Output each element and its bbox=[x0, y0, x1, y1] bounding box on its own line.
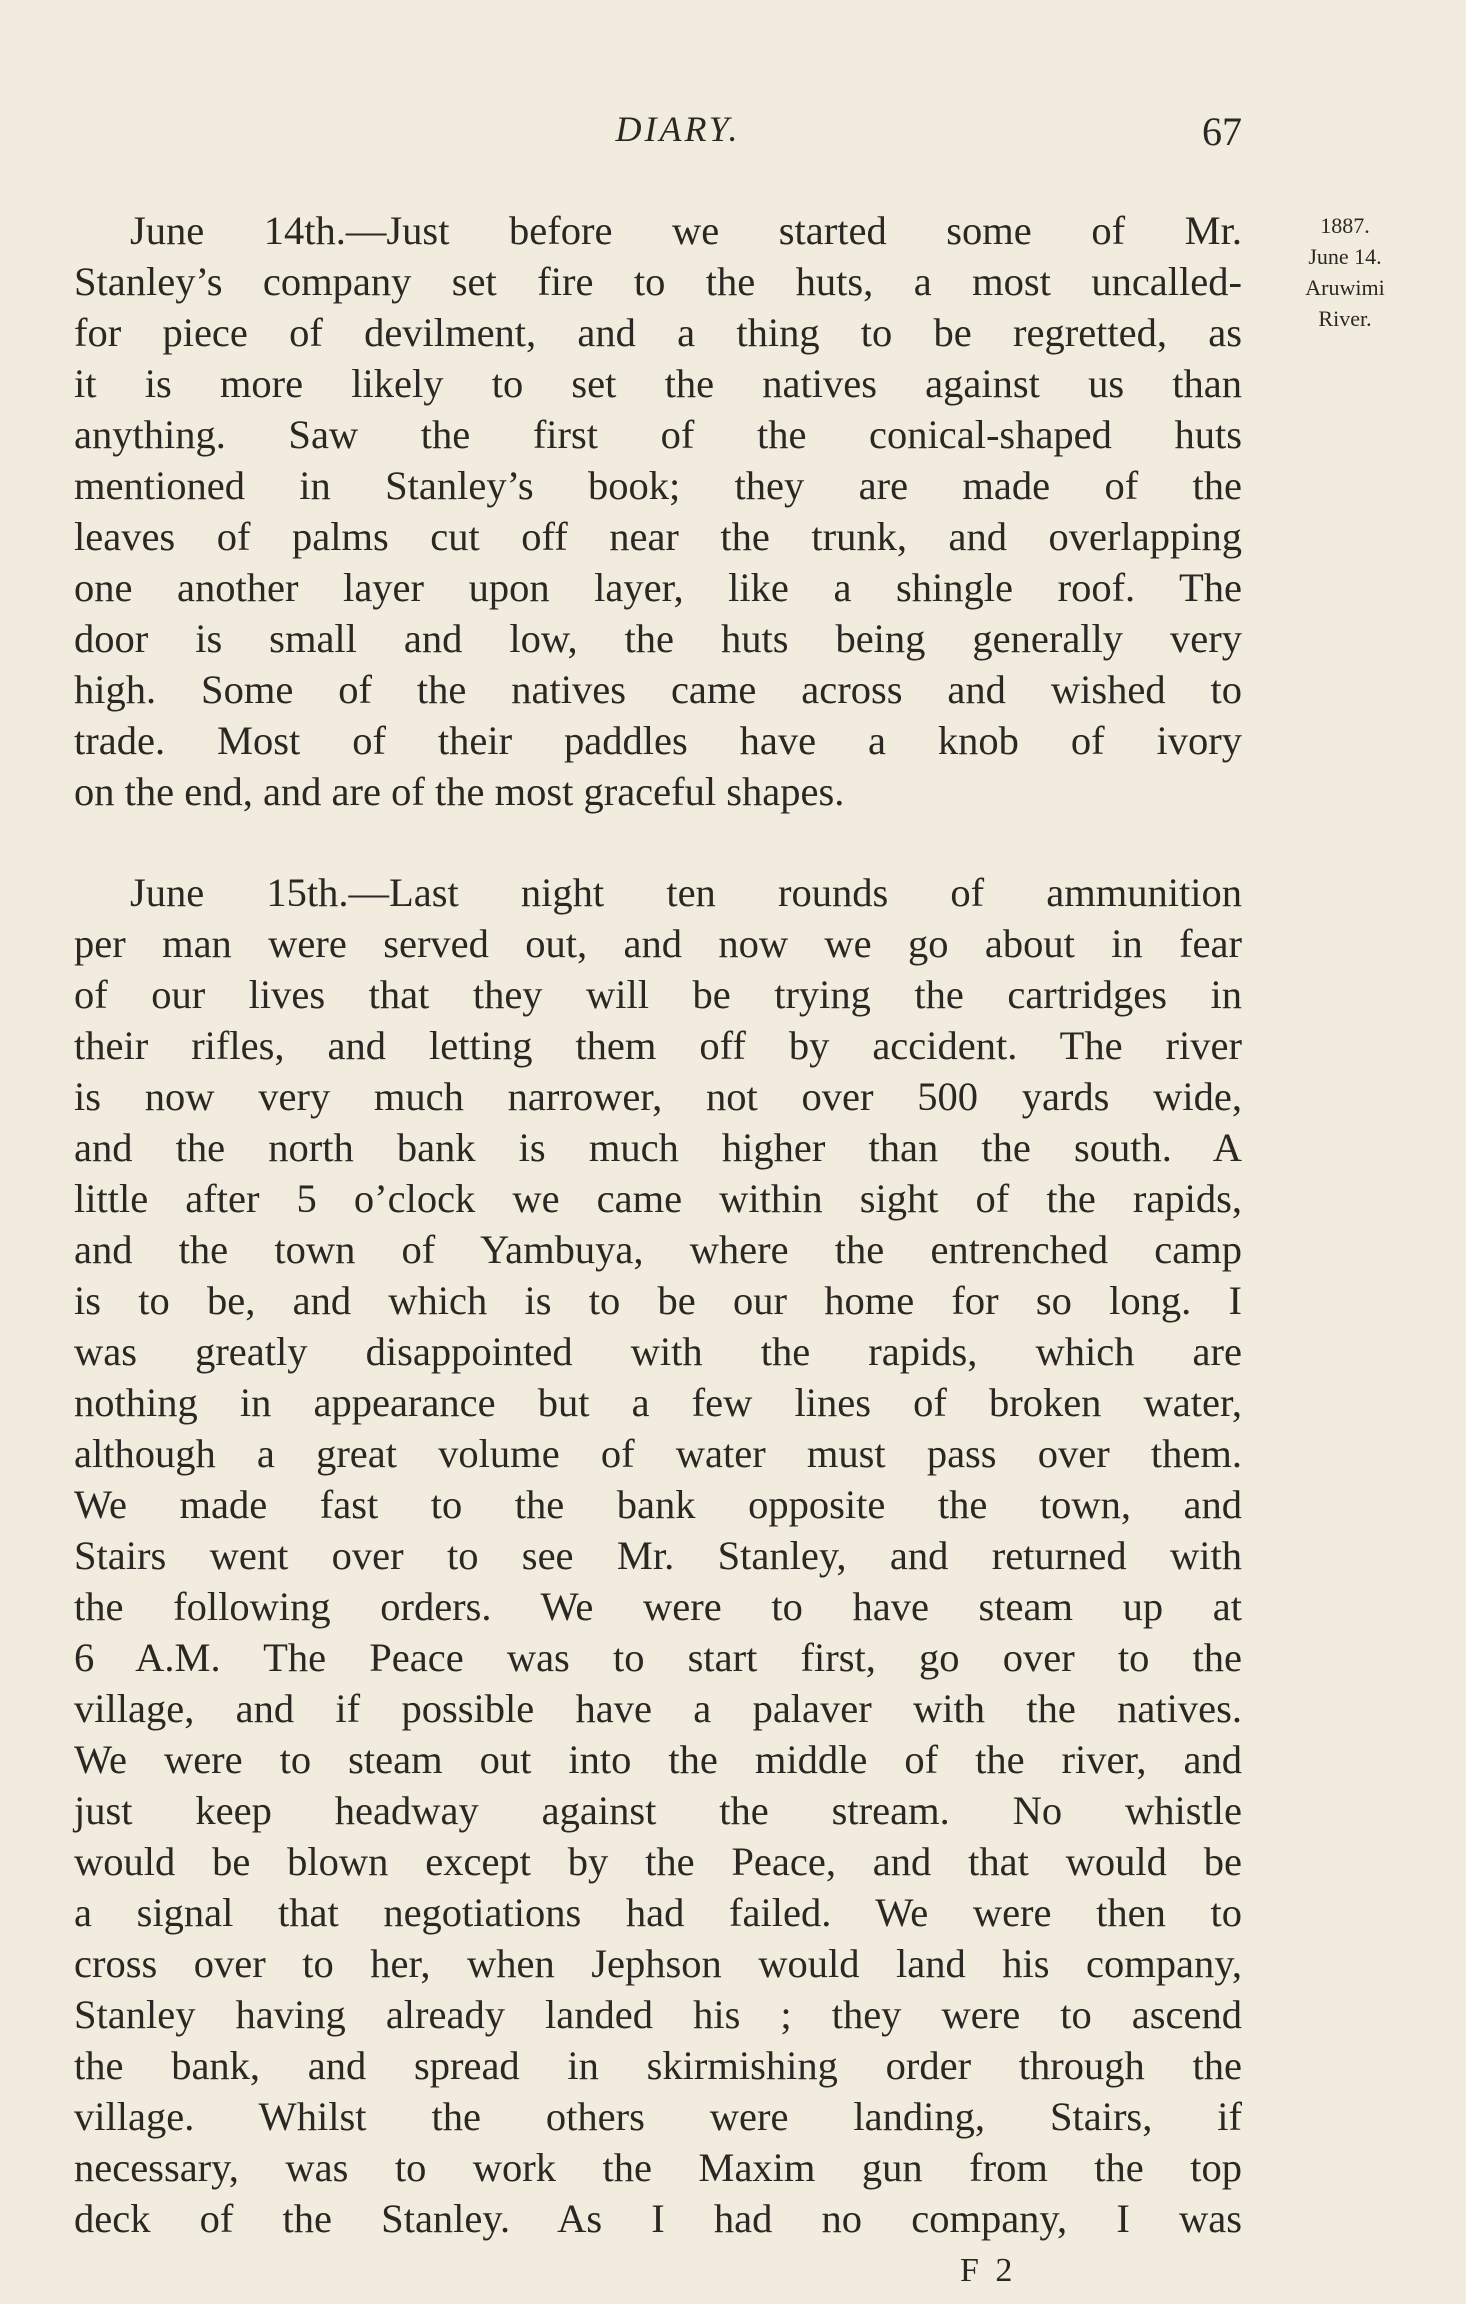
signature-mark: F 2 bbox=[960, 2252, 1017, 2289]
text-line: little after 5 o’clock we came within sight of the rapids, bbox=[74, 1176, 1242, 1221]
text-line: cross over to her, when Jephson would land his company, bbox=[74, 1941, 1242, 1986]
margin-note-date: June 14. bbox=[1308, 244, 1382, 269]
text-line: per man were served out, and now we go about in fear bbox=[74, 921, 1242, 966]
paragraph-gap bbox=[74, 817, 1242, 867]
text-line: trade. Most of their paddles have a knob of ivory bbox=[74, 718, 1242, 763]
text-line: Stanley’s company set fire to the huts, a most uncalled- bbox=[74, 259, 1242, 304]
text-line: door is small and low, the huts being generally very bbox=[74, 616, 1242, 661]
text-line: it is more likely to set the natives against us than bbox=[74, 361, 1242, 406]
text-line: nothing in appearance but a few lines of broken water, bbox=[74, 1380, 1242, 1425]
paragraph-june-15 bbox=[74, 867, 1242, 2244]
text-line: high. Some of the natives came across and wished to bbox=[74, 667, 1242, 712]
text-line: is now very much narrower, not over 500 yards wide, bbox=[74, 1074, 1242, 1119]
text-line: Stairs went over to see Mr. Stanley, and returned with bbox=[74, 1533, 1242, 1578]
margin-note-place-1: Aruwimi bbox=[1305, 275, 1385, 300]
text-line: although a great volume of water must pass over them. bbox=[74, 1431, 1242, 1476]
text-line: June 14th.—Just before we started some of Mr. bbox=[130, 208, 1242, 253]
text-line: the bank, and spread in skirmishing order through the bbox=[74, 2043, 1242, 2088]
text-line: We made fast to the bank opposite the town, and bbox=[74, 1482, 1242, 1527]
margin-note-place-2: River. bbox=[1318, 306, 1372, 331]
text-line: and the north bank is much higher than the south. A bbox=[74, 1125, 1242, 1170]
text-line: We were to steam out into the middle of the river, and bbox=[74, 1737, 1242, 1782]
text-line: village. Whilst the others were landing, Stairs, if bbox=[74, 2094, 1242, 2139]
text-line: village, and if possible have a palaver with the natives. bbox=[74, 1686, 1242, 1731]
text-line: for piece of devilment, and a thing to be regretted, as bbox=[74, 310, 1242, 355]
page-number: 67 bbox=[1202, 109, 1242, 154]
paragraph-june-14 bbox=[74, 205, 1242, 817]
text-line: of our lives that they will be trying the cartridges in bbox=[74, 972, 1242, 1017]
text-line: their rifles, and letting them off by accident. The river bbox=[74, 1023, 1242, 1068]
text-line: is to be, and which is to be our home for so long. I bbox=[74, 1278, 1242, 1323]
text-line: and the town of Yambuya, where the entrenched camp bbox=[74, 1227, 1242, 1272]
text-line: leaves of palms cut off near the trunk, and overlapping bbox=[74, 514, 1242, 559]
text-line: would be blown except by the Peace, and that would be bbox=[74, 1839, 1242, 1884]
margin-note bbox=[1270, 210, 1420, 334]
text-line: the following orders. We were to have steam up at bbox=[74, 1584, 1242, 1629]
running-head bbox=[74, 108, 1242, 158]
text-line: on the end, and are of the most graceful shapes. bbox=[74, 769, 845, 814]
text-line: anything. Saw the first of the conical-shaped huts bbox=[74, 412, 1242, 457]
running-title: DIARY. bbox=[615, 109, 741, 149]
margin-note-year: 1887. bbox=[1320, 213, 1370, 238]
body-text bbox=[74, 205, 1242, 2244]
text-line: was greatly disappointed with the rapids, which are bbox=[74, 1329, 1242, 1374]
text-line: necessary, was to work the Maxim gun from the top bbox=[74, 2145, 1242, 2190]
text-line: 6 A.M. The Peace was to start first, go over to the bbox=[74, 1635, 1242, 1680]
text-line: mentioned in Stanley’s book; they are made of the bbox=[74, 463, 1242, 508]
text-line: June 15th.—Last night ten rounds of ammunition bbox=[130, 870, 1242, 915]
text-line: Stanley having already landed his ; they were to ascend bbox=[74, 1992, 1242, 2037]
text-line: deck of the Stanley. As I had no company, I was bbox=[74, 2196, 1242, 2241]
text-line: one another layer upon layer, like a shingle roof. The bbox=[74, 565, 1242, 610]
text-line: just keep headway against the stream. No whistle bbox=[74, 1788, 1242, 1833]
text-line: a signal that negotiations had failed. We were then to bbox=[74, 1890, 1242, 1935]
